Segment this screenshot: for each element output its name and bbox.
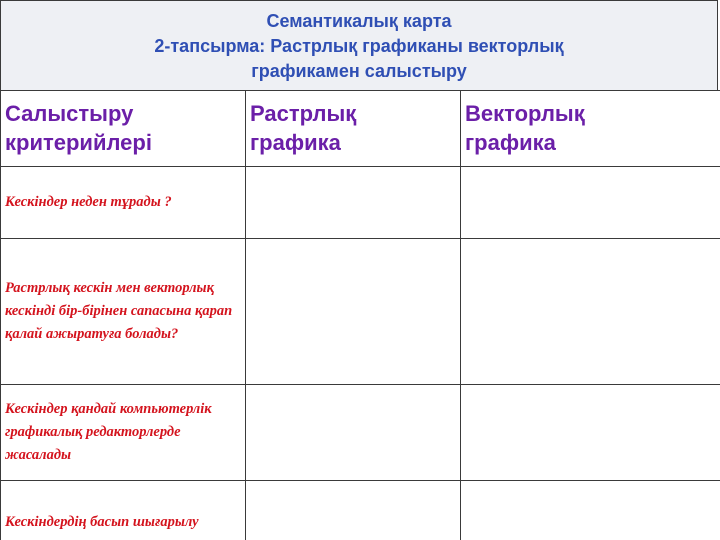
vector-answer-cell[interactable] [461, 167, 720, 239]
title-line-2: 2-тапсырма: Растрлық графиканы векторлық [154, 36, 564, 56]
title-line-1: Семантикалық карта [266, 11, 452, 31]
vector-answer-cell[interactable] [461, 385, 720, 481]
raster-answer-cell[interactable] [246, 167, 461, 239]
question-cell: Кескіндер қандай компьютерлік графикалық редакторлерде жасалады [1, 385, 246, 481]
raster-answer-cell[interactable] [246, 385, 461, 481]
column-header-raster: Растрлық графика [246, 91, 461, 167]
column-header-vector: Векторлық графика [461, 91, 720, 167]
question-cell: Кескіндердің басып шығарылу [1, 481, 246, 540]
table-row [1, 481, 720, 540]
title-banner [0, 0, 718, 90]
comparison-table [0, 90, 720, 540]
vector-answer-cell[interactable] [461, 481, 720, 540]
column-header-criteria: Салыстыру критерийлері [1, 91, 246, 167]
question-cell: Растрлық кескін мен векторлық кескінді бір-бірінен сапасына қарап қалай ажыратуға болады? [1, 239, 246, 385]
raster-answer-cell[interactable] [246, 481, 461, 540]
raster-answer-cell[interactable] [246, 239, 461, 385]
table-row [1, 167, 720, 239]
table-row [1, 385, 720, 481]
table-header-row [1, 91, 720, 167]
question-cell: Кескіндер неден тұрады ? [1, 167, 246, 239]
title-line-3: графикамен салыстыру [251, 61, 467, 81]
table-row [1, 239, 720, 385]
vector-answer-cell[interactable] [461, 239, 720, 385]
